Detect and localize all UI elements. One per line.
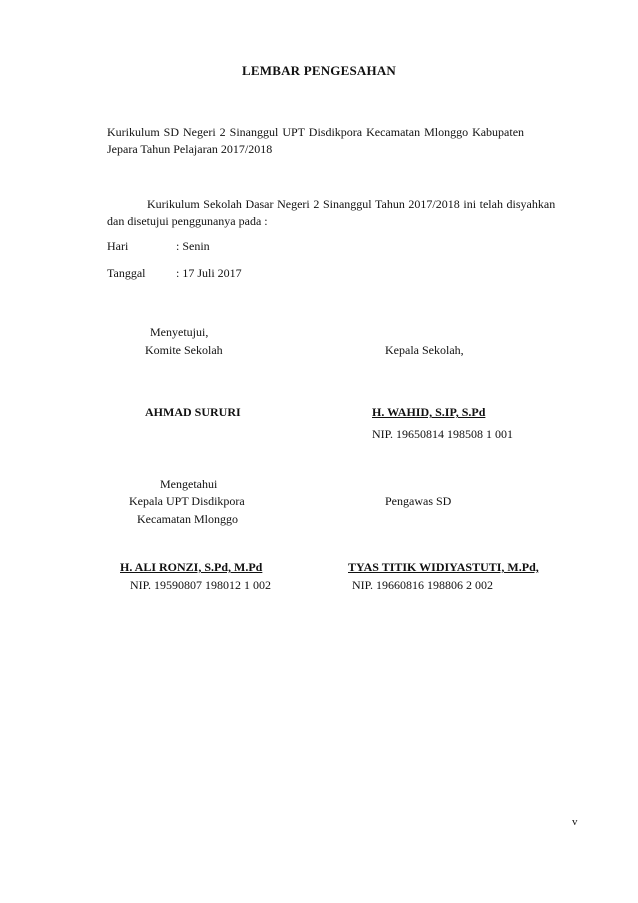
page-title: LEMBAR PENGESAHAN (242, 63, 396, 78)
kecamatan-label: Kecamatan Mlonggo (137, 512, 238, 526)
komite-title: Komite Sekolah (145, 343, 223, 357)
tanggal-label: Tanggal (107, 266, 146, 280)
statement-line-1: Kurikulum Sekolah Dasar Negeri 2 Sinanggul Tahun 2017/2018 ini telah disyahkan (147, 197, 556, 211)
kepala-upt-title: Kepala UPT Disdikpora (129, 494, 245, 508)
hari-value: : Senin (176, 239, 210, 253)
pengawas-name: TYAS TITIK WIDIYASTUTI, M.Pd, (348, 560, 539, 574)
kepala-upt-name: H. ALI RONZI, S.Pd, M.Pd (120, 560, 263, 574)
pengawas-title: Pengawas SD (385, 494, 452, 508)
menyetujui-label: Menyetujui, (150, 325, 209, 339)
pengawas-nip: NIP. 19660816 198806 2 002 (352, 578, 494, 592)
intro-line-1: Kurikulum SD Negeri 2 Sinanggul UPT Disdikpora Kecamatan Mlonggo Kabupaten (107, 125, 525, 139)
kepala-upt-nip: NIP. 19590807 198012 1 002 (130, 578, 272, 592)
tanggal-value: : 17 Juli 2017 (176, 266, 242, 280)
intro-line-2: Jepara Tahun Pelajaran 2017/2018 (107, 142, 273, 156)
kepala-sekolah-name: H. WAHID, S.IP, S.Pd (372, 405, 486, 419)
kepala-sekolah-nip: NIP. 19650814 198508 1 001 (372, 427, 514, 441)
statement-line-2: dan disetujui penggunanya pada : (107, 214, 268, 228)
kepala-sekolah-title: Kepala Sekolah, (385, 343, 464, 357)
mengetahui-label: Mengetahui (160, 477, 218, 491)
page-number: v (572, 816, 578, 828)
hari-label: Hari (107, 239, 129, 253)
komite-signatory-name: AHMAD SURURI (145, 405, 241, 419)
